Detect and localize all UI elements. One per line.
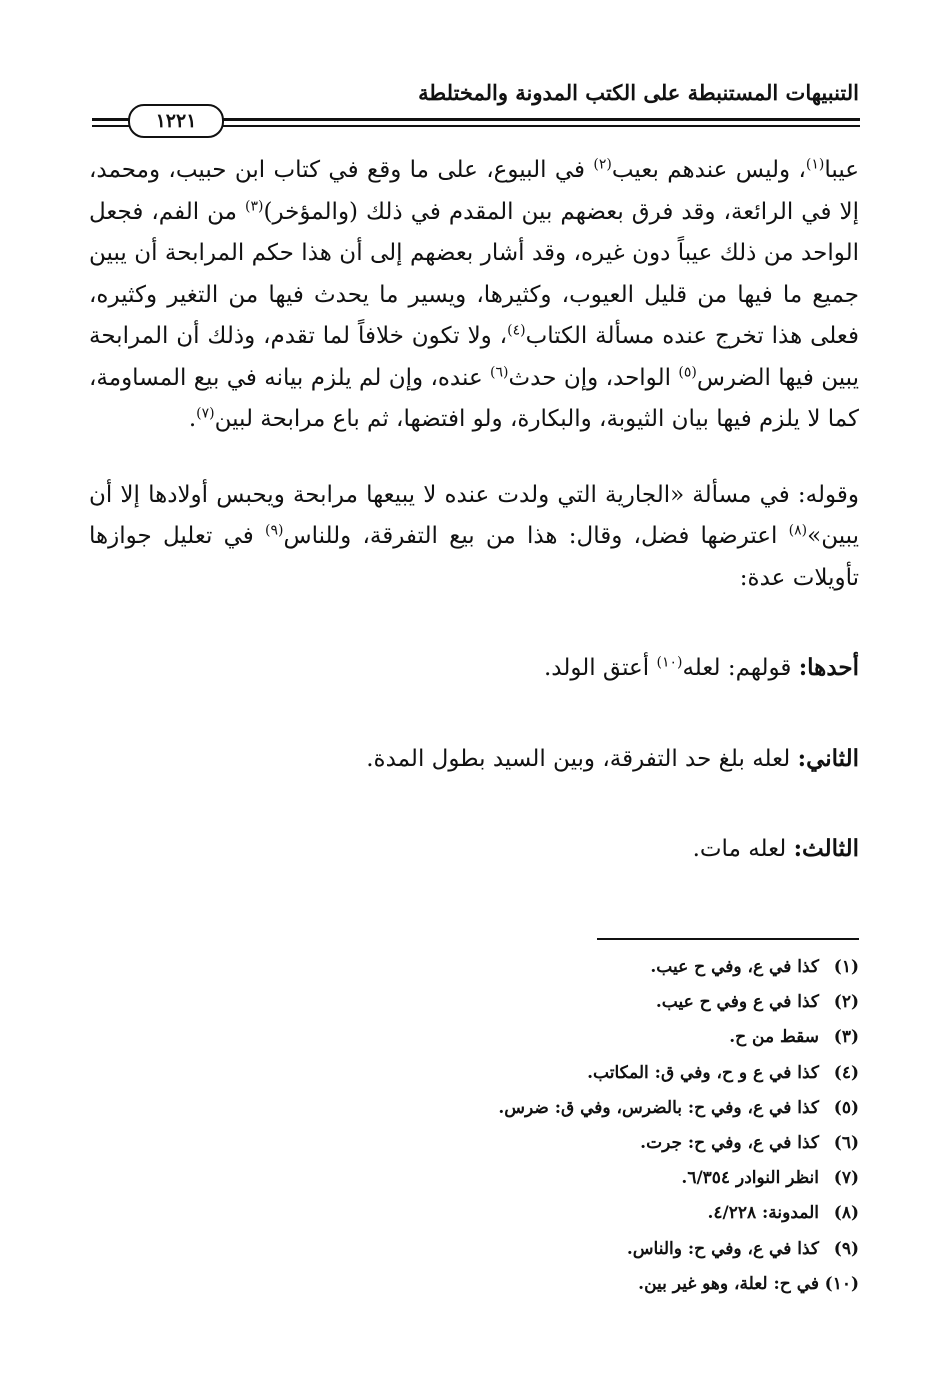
list-item-third (89, 828, 859, 871)
footnotes (79, 950, 859, 1302)
footnote (79, 1196, 859, 1231)
item-label: أحدها: (798, 654, 859, 681)
main-text (89, 150, 859, 871)
paragraph-2 (89, 475, 859, 600)
footnote-separator (597, 938, 859, 940)
paragraph-gap (89, 441, 859, 475)
footnote-number: (٤) (833, 1062, 859, 1083)
footnote (79, 1126, 859, 1161)
footnote-ref: (٧) (196, 405, 215, 422)
footnote-number: (١٠) (824, 1273, 859, 1294)
list-item-second (89, 738, 859, 781)
footnote-ref: (٢) (593, 156, 612, 173)
footnote-text: كذا في ع وفي ح عيب. (655, 992, 819, 1013)
footnote-number: (٢) (833, 992, 859, 1013)
footnote-ref: (١٠) (656, 654, 683, 671)
footnote-number: (٩) (833, 1238, 859, 1259)
footnote-number: (٦) (833, 1133, 859, 1154)
footnote (79, 1020, 859, 1055)
footnote-text: كذا في ع، وفي ح: والناس. (626, 1238, 819, 1259)
footnote-text: كذا في ع، وفي ح عيب. (650, 957, 819, 977)
text-run: لعله مات. (692, 836, 794, 862)
text-run: قولهم: لعله (682, 655, 799, 681)
footnote-number: (١) (833, 957, 859, 977)
list-item-first (89, 647, 859, 690)
text-run: من الفم، فجعل الواحد من ذلك عيباً دون غيره، وقد أشار بعضهم إلى أن هذا حكم المرابحة أن يبين جميع ما فيها من قليل العيوب، وكثيرها، ويسير ما يحدث فيها من التغير وكثيره، فعلى هذا تخرج عنده مسألة الكتاب (89, 198, 860, 349)
footnote-number: (٧) (833, 1168, 859, 1189)
footnote-ref: (٤) (507, 322, 526, 339)
footnote (79, 1267, 859, 1302)
text-run: . (188, 406, 197, 432)
footnote (79, 1091, 859, 1126)
footnote-ref: (٣) (245, 197, 264, 214)
footnote-ref: (٩) (265, 522, 284, 539)
text-run: وقوله: في مسألة «الجارية التي ولدت عنده لا يبيعها مرابحة ويحبس أولادها إلا أن يبين» (89, 481, 859, 549)
footnote-ref: (١) (805, 156, 825, 173)
footnote-text: المدونة: ٤/٢٢٨. (707, 1203, 819, 1224)
text-run: في البيوع، على ما وقع في كتاب ابن حبيب، ومحمد، إلا في الرائعة، وقد فرق بعضهم بين المقدم في ذلك (والمؤخر) (89, 157, 859, 225)
footnote (79, 1056, 859, 1091)
text-run: لعله بلغ حد التفرقة، وبين السيد بطول المدة. (366, 745, 798, 772)
footnote (79, 950, 859, 985)
footnote-text: في ح: لعلة، وهو غير بين. (638, 1273, 819, 1294)
item-label: الثاني: (797, 744, 859, 772)
footnote-number: (٣) (833, 1027, 859, 1048)
text-run: ، وليس عندهم بعيب (611, 157, 806, 183)
footnote-text: كذا في ع و ح، وفي ق: المكاتب. (587, 1062, 819, 1083)
footnote-text: انظر النوادر ٦/٣٥٤. (681, 1168, 819, 1189)
text-run: عيبا (824, 157, 859, 183)
text-run: أعتق الولد. (543, 655, 657, 681)
paragraph-1 (89, 150, 859, 441)
page-number-badge: ١٢٢١ (128, 104, 224, 138)
footnote-ref: (٨) (788, 522, 808, 539)
footnote (79, 985, 859, 1020)
footnote (79, 1161, 859, 1196)
footnote (79, 1232, 859, 1267)
text-run: في تعليل جوازها تأويلات عدة: (89, 523, 859, 591)
text-run: عنده، وإن لم يلزم بيانه في بيع المساومة، كما لا يلزم فيها بيان الثيوبة، والبكارة، ولو افتضها، ثم باع مرابحة لبين (89, 364, 859, 432)
running-title: التنبيهات المستنبطة على الكتب المدونة والمختلطة (418, 80, 859, 105)
footnote-text: سقط من ح. (729, 1027, 819, 1048)
footnote-text: كذا في ع، وفي ح: جرت. (640, 1133, 819, 1154)
footnote-ref: (٦) (490, 363, 509, 380)
footnote-number: (٥) (833, 1097, 859, 1118)
text-run: اعترضها فضل، وقال: هذا من بيع التفرقة، وللناس (283, 523, 789, 549)
text-run: الواحد، وإن حدث (508, 364, 679, 391)
footnote-text: كذا في ع، وفي ح: بالضرس، وفي ق: ضرس. (498, 1097, 819, 1118)
footnote-number: (٨) (833, 1203, 859, 1224)
text-run: ، ولا تكون خلافاً لما تقدم، وذلك أن المرابحة يبين فيها الضرس (89, 323, 859, 391)
footnote-ref: (٥) (678, 363, 697, 380)
item-label: الثالث: (793, 835, 859, 862)
